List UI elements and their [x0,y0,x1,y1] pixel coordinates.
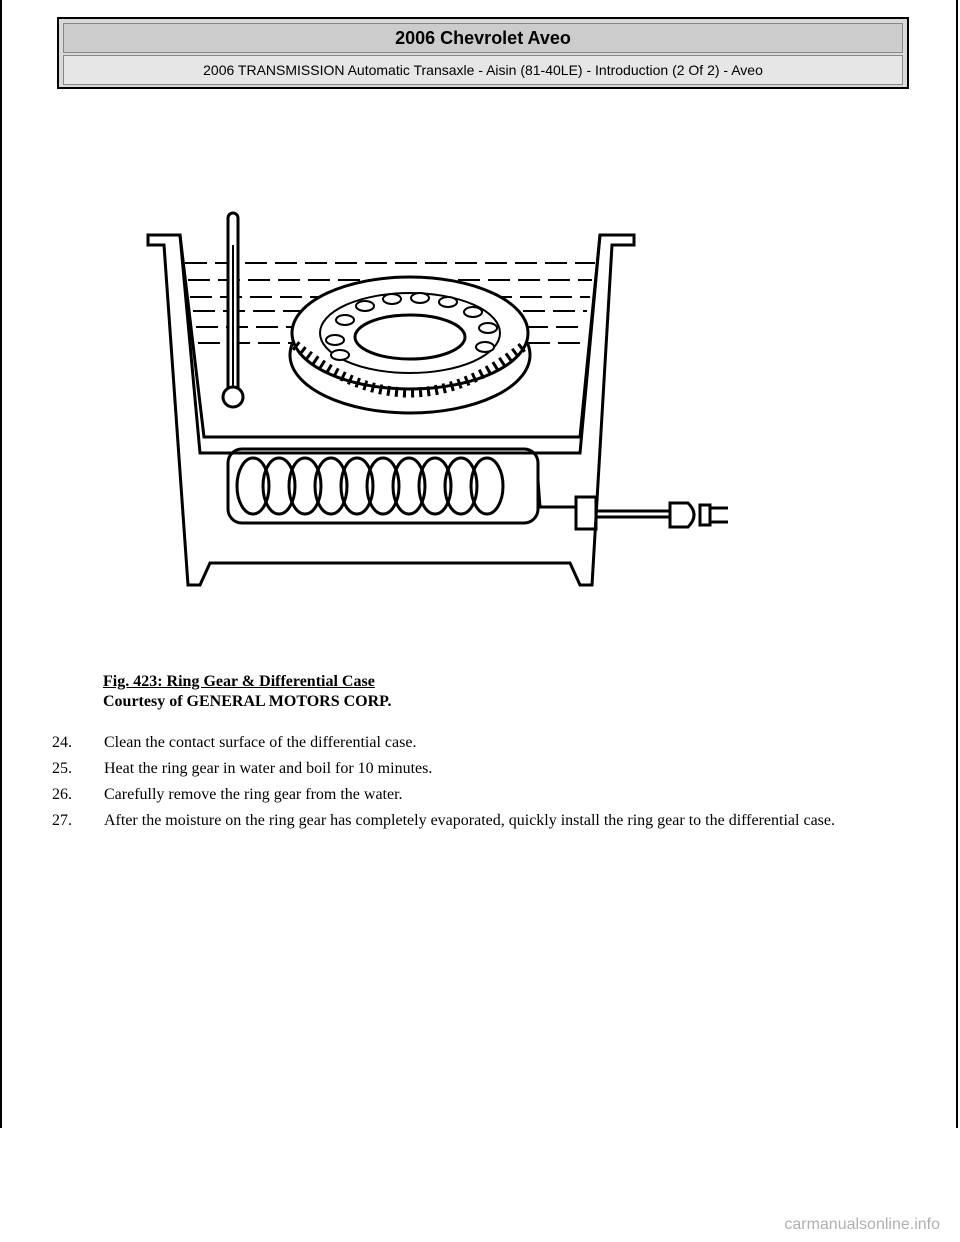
header-subtitle: 2006 TRANSMISSION Automatic Transaxle - Aisin (81-40LE) - Introduction (2 Of 2) - Aveo [63,55,903,85]
step-number: 24. [52,734,72,751]
ring-gear-icon [290,277,530,413]
step-item [52,811,872,831]
watermark: carmanualsonline.info [784,1216,940,1233]
step-text: After the moisture on the ring gear has completely evaporated, quickly install the ring gear to the differential case. [104,812,835,829]
figure-caption-credit: Courtesy of GENERAL MOTORS CORP. [103,693,392,710]
step-number: 26. [52,786,72,803]
page-footer [0,1128,960,1242]
procedure-steps [52,733,872,837]
power-plug-icon [538,480,728,529]
heating-coil [237,458,503,514]
ring-gear-heating-illustration [140,205,740,590]
step-number: 27. [52,812,72,829]
step-text: Heat the ring gear in water and boil for 10 minutes. [104,760,433,777]
step-text: Carefully remove the ring gear from the water. [104,786,403,803]
step-item [52,733,872,753]
step-item [52,785,872,805]
step-number: 25. [52,760,72,777]
step-item [52,759,872,779]
step-text: Clean the contact surface of the differential case. [104,734,417,751]
document-header [57,17,909,89]
figure-caption [103,672,391,712]
header-title: 2006 Chevrolet Aveo [63,23,903,53]
figure-caption-title[interactable]: Fig. 423: Ring Gear & Differential Case [103,673,375,690]
